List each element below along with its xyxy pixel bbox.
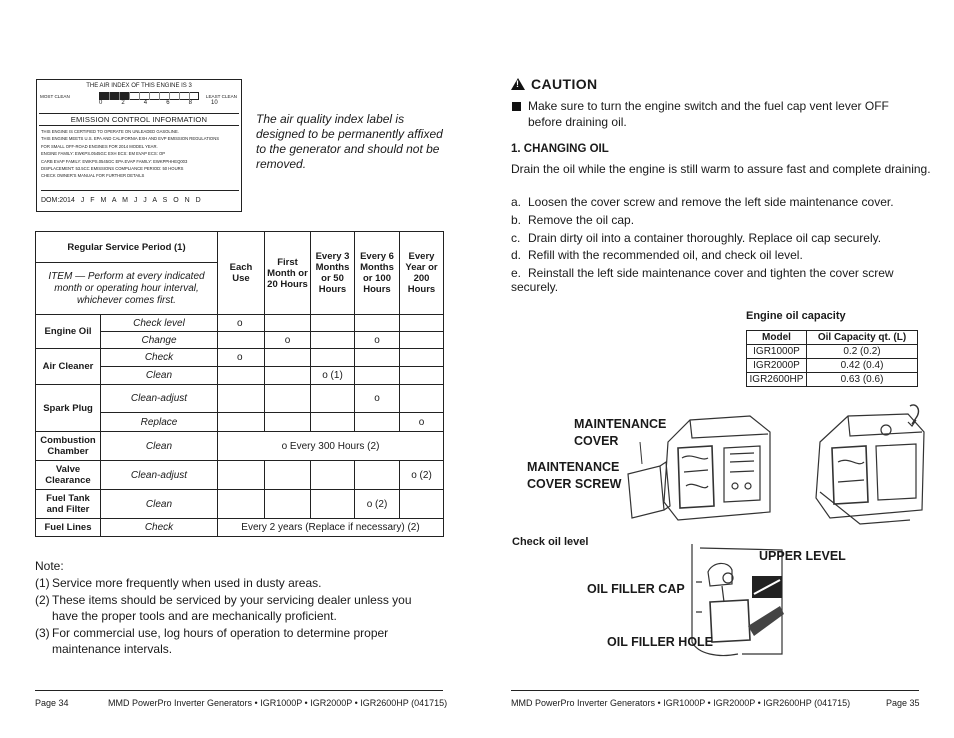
generator-maintenance-illustration (620, 402, 946, 532)
step-letter: e. (511, 266, 522, 280)
header-every-6-months: Every 6 Months or 100 Hours (355, 232, 400, 315)
emission-info-line: THIS ENGINE MEETS U.S. EPA AND CALIFORNIA EXH AND EVP EMISSION REGULATIONS (41, 136, 220, 142)
note-text: Service more frequently when used in dusty areas. (52, 576, 322, 591)
emission-info-lines (41, 128, 219, 180)
note-number: (3) (35, 625, 50, 640)
task-clean-adjust: Clean-adjust (101, 385, 218, 413)
emission-control-label (36, 79, 242, 212)
warning-triangle-icon (511, 78, 525, 90)
task-replace: Replace (101, 413, 218, 432)
page-number-left: Page 34 (35, 698, 69, 708)
scale-tick (139, 92, 140, 100)
mark-cell: o (355, 385, 400, 413)
step-item (511, 231, 931, 245)
step-letter: d. (511, 248, 522, 262)
mark-cell: o (2) (355, 490, 400, 519)
caution-text: Make sure to turn the engine switch and the fuel cap vent lever OFF before draining oil. (528, 99, 889, 129)
header-every-3-months: Every 3 Months or 50 Hours (311, 232, 355, 315)
note-text: These items should be serviced by your servicing dealer unless you have the proper tools and are mechanically proficient. (52, 592, 412, 624)
emission-info-line: DISPLACEMENT: 53.5CC EMISSIONS COMPLIANCE PERIOD: 50 HOURS (41, 166, 184, 172)
date-of-manufacture: DOM:2014 J F M A M J J A S O N D (41, 190, 239, 204)
scale-tick (149, 92, 150, 100)
drain-instructions: Drain the oil while the engine is still warm to assure fast and complete draining. (511, 162, 931, 176)
cover-screw-label (527, 459, 621, 493)
scale-tick (179, 92, 180, 100)
capacity-cell: 0.2 (0.2) (807, 345, 918, 359)
step-letter: a. (511, 195, 522, 209)
aqi-title: THE AIR INDEX OF THIS ENGINE IS 3 (86, 83, 192, 89)
step-item (511, 195, 931, 209)
notes-section (35, 558, 435, 657)
emission-section-title: EMISSION CONTROL INFORMATION (39, 113, 239, 126)
row-spark-plug: Spark Plug (36, 385, 101, 432)
emission-info-line: THIS ENGINE IS CERTIFIED TO OPERATE ON UNLEADED GASOLINE. (41, 129, 179, 134)
scale-tick (109, 92, 110, 100)
header-every-year: Every Year or 200 Hours (400, 232, 444, 315)
header-regular-service-period: Regular Service Period (1) (36, 232, 218, 263)
mark-every-300-hours: o Every 300 Hours (2) (218, 432, 444, 461)
emission-info-line: CARB EVAP FAMILY: EWKPS.0545GC EPA EVAP FAMILY: EWKPPHHEQ003 (41, 158, 188, 164)
mark-cell: o (2) (400, 461, 444, 490)
cover-screw-label-line2: COVER SCREW (527, 477, 622, 491)
maintenance-cover-label-line2: COVER (574, 434, 619, 448)
capacity-header-model: Model (747, 331, 807, 345)
header-item-description: ITEM — Perform at every indicated month or operating hour interval, whichever comes first. (36, 263, 218, 315)
scale-tick (119, 92, 120, 100)
aqi-caption: The air quality index label is designed to be permanently affixed to the generator and should not be removed. (256, 112, 443, 171)
air-index-ticks (99, 92, 199, 100)
oil-filler-cap-label: OIL FILLER CAP (587, 582, 685, 596)
least-clean-label: LEAST CLEAN (205, 94, 237, 99)
mark-cell: o (218, 349, 265, 367)
step-item (511, 213, 931, 227)
scale-number: 6 (166, 100, 170, 106)
footer-rule-left (35, 690, 443, 691)
check-oil-level-label: Check oil level (512, 536, 589, 548)
model-cell: IGR2000P (747, 359, 807, 373)
page-number-right: Page 35 (886, 698, 920, 708)
table-row (747, 359, 918, 373)
step-item (511, 266, 931, 294)
mark-every-2-years: Every 2 years (Replace if necessary) (2) (218, 519, 444, 537)
scale-number: 2 (121, 100, 125, 106)
step-text: Remove the oil cap. (528, 213, 635, 227)
task-clean: Clean (101, 490, 218, 519)
capacity-header-capacity: Oil Capacity qt. (L) (807, 331, 918, 345)
scale-number: 0 (99, 100, 103, 106)
task-check: Check (101, 349, 218, 367)
upper-level-label: UPPER LEVEL (759, 549, 846, 563)
mark-cell: o (1) (311, 367, 355, 385)
note-item (35, 592, 435, 625)
task-check: Check (101, 519, 218, 537)
scale-tick (189, 92, 190, 100)
caution-heading (511, 76, 598, 92)
emission-info-line: FOR SMALL OFF-ROAD ENGINES FOR 2014 MODEL YEAR. (41, 143, 158, 149)
note-number: (2) (35, 592, 50, 607)
note-number: (1) (35, 576, 50, 591)
caution-label: CAUTION (531, 76, 598, 92)
table-row (747, 373, 918, 387)
changing-oil-heading: 1. CHANGING OIL (511, 143, 609, 155)
scale-tick (129, 92, 130, 100)
maintenance-schedule-table (35, 231, 444, 537)
mark-cell: o (218, 315, 265, 332)
row-fuel-tank-filter: Fuel Tank and Filter (36, 490, 101, 519)
scale-number: 10 (211, 100, 218, 106)
notes-title: Note: (35, 559, 64, 573)
header-first-month: First Month or 20 Hours (265, 232, 311, 315)
step-text: Loosen the cover screw and remove the left side maintenance cover. (528, 195, 894, 209)
mark-cell: o (400, 413, 444, 432)
step-text: Drain dirty oil into a container thoroughly. Replace oil cap securely. (528, 231, 882, 245)
model-cell: IGR1000P (747, 345, 807, 359)
footer-title-right: MMD PowerPro Inverter Generators • IGR1000P • IGR2000P • IGR2600HP (041715) (511, 698, 851, 708)
task-clean-adjust: Clean-adjust (101, 461, 218, 490)
step-letter: b. (511, 213, 522, 227)
emission-info-line: ENGINE FAMILY: EWKPS.0545GC EXH ECS: EM EVAP ECS: OP (41, 151, 166, 157)
table-row (747, 345, 918, 359)
row-valve-clearance: Valve Clearance (36, 461, 101, 490)
oil-capacity-table (746, 330, 918, 387)
square-bullet-icon (512, 102, 521, 111)
capacity-cell: 0.42 (0.4) (807, 359, 918, 373)
scale-number: 4 (143, 100, 148, 106)
task-check-level: Check level (101, 315, 218, 332)
maintenance-cover-label-line1: MAINTENANCE (574, 417, 667, 431)
note-item (35, 625, 435, 658)
step-text: Reinstall the left side maintenance cover and tighten the cover screw securely. (511, 266, 894, 294)
most-clean-label: MOST CLEAN (40, 94, 70, 99)
mark-cell: o (355, 332, 400, 349)
cover-screw-label-line1: MAINTENANCE (527, 460, 620, 474)
row-air-cleaner: Air Cleaner (36, 349, 101, 385)
model-cell: IGR2600HP (747, 373, 807, 387)
row-engine-oil: Engine Oil (36, 315, 101, 349)
capacity-cell: 0.63 (0.6) (807, 373, 918, 387)
footer-title-left: MMD PowerPro Inverter Generators • IGR1000P • IGR2000P • IGR2600HP (041715) (108, 698, 448, 708)
task-clean: Clean (101, 367, 218, 385)
oil-capacity-title: Engine oil capacity (746, 310, 846, 322)
oil-filler-hole-label: OIL FILLER HOLE (607, 635, 714, 649)
scale-tick (159, 92, 160, 100)
row-fuel-lines: Fuel Lines (36, 519, 101, 537)
row-combustion-chamber: Combustion Chamber (36, 432, 101, 461)
note-item (35, 575, 435, 591)
maintenance-cover-label (574, 416, 666, 450)
scale-number: 8 (188, 100, 192, 106)
mark-cell: o (265, 332, 311, 349)
step-item (511, 248, 931, 262)
task-change: Change (101, 332, 218, 349)
scale-tick (169, 92, 170, 100)
air-index-numbers (93, 100, 218, 108)
task-clean: Clean (101, 432, 218, 461)
step-text: Refill with the recommended oil, and check oil level. (528, 248, 803, 262)
step-letter: c. (511, 231, 521, 245)
caution-item (511, 98, 911, 130)
footer-rule-right (511, 690, 919, 691)
emission-info-line: CHECK OWNER'S MANUAL FOR FURTHER DETAILS (41, 173, 145, 179)
note-text: For commercial use, log hours of operation to determine proper maintenance intervals. (52, 625, 389, 657)
header-each-use: Each Use (218, 232, 265, 315)
